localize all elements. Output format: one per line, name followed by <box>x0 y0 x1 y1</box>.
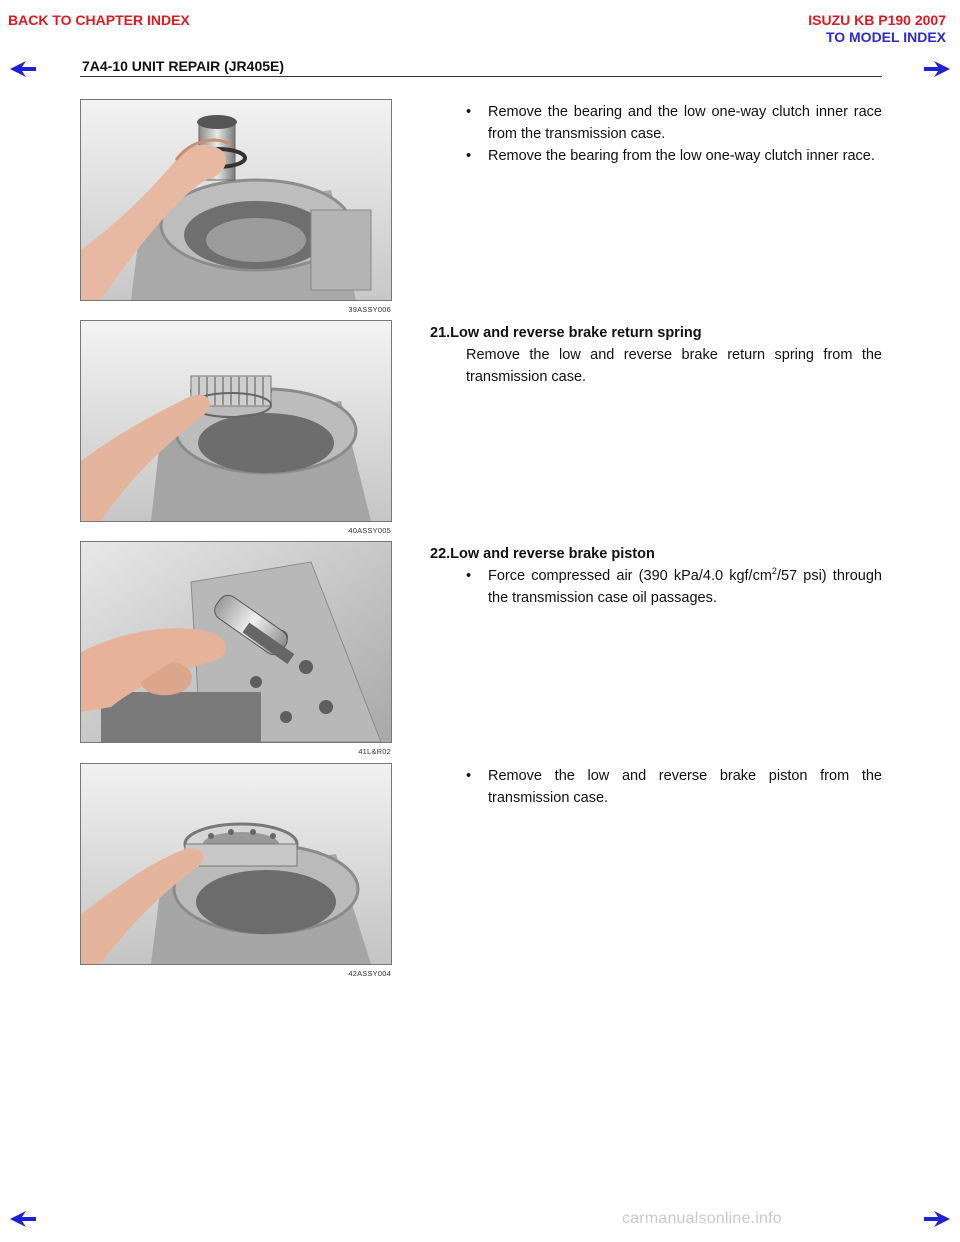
model-title-link[interactable]: ISUZU KB P190 2007 <box>808 12 946 28</box>
bullet-symbol: • <box>466 104 472 120</box>
section-2-text <box>430 322 882 388</box>
watermark-text: carmanualsonline.info <box>622 1210 782 1227</box>
section-1-text <box>466 101 882 167</box>
prev-page-arrow-bottom-icon[interactable] <box>8 1210 38 1228</box>
prev-page-arrow-icon[interactable] <box>8 60 38 78</box>
model-index-block[interactable] <box>808 12 946 46</box>
figure-1-photo <box>80 99 392 301</box>
figure-2-caption: 40ASSY005 <box>348 526 391 535</box>
to-model-index-link[interactable]: TO MODEL INDEX <box>825 29 946 45</box>
section-3-bullet-1: • Force compressed air (390 kPa/4.0 kgf/$cm^2/57$ psi) through the transmission case oil passages. <box>466 566 882 606</box>
back-to-chapter-index-link[interactable]: BACK TO CHAPTER INDEX <box>8 12 190 28</box>
section-4-bullet-1: • Remove the low and reverse brake piston from the transmission case. <box>466 765 882 809</box>
section-4-text <box>466 765 882 809</box>
figure-3-caption: 41L&R02 <box>358 747 391 756</box>
figure-4-photo <box>80 763 392 965</box>
section-1-bullet-1: • Remove the bearing and the low one-way clutch inner race from the transmission case. <box>466 101 882 145</box>
figure-2-photo <box>80 320 392 522</box>
bullet-symbol: • <box>466 148 472 164</box>
section-1-bullet-2: • Remove the bearing from the low one-way clutch inner race. <box>466 145 882 167</box>
bullet-symbol: • <box>466 568 472 584</box>
section-3-text <box>430 543 882 609</box>
next-page-arrow-bottom-icon[interactable] <box>922 1210 952 1228</box>
figure-3-photo <box>80 541 392 743</box>
next-page-arrow-icon[interactable] <box>922 60 952 78</box>
figure-4-caption: 42ASSY004 <box>348 969 391 978</box>
header-divider <box>80 76 882 77</box>
bullet-symbol: • <box>466 768 472 784</box>
section-2-body: Remove the low and reverse brake return spring from the transmission case. <box>466 347 882 385</box>
section-2-heading: 21.Low and reverse brake return spring <box>430 325 702 341</box>
page-header-title: 7A4-10 UNIT REPAIR (JR405E) <box>82 58 285 74</box>
section-3-heading: 22.Low and reverse brake piston <box>430 546 655 562</box>
figure-1-caption: 39ASSY006 <box>348 305 391 314</box>
